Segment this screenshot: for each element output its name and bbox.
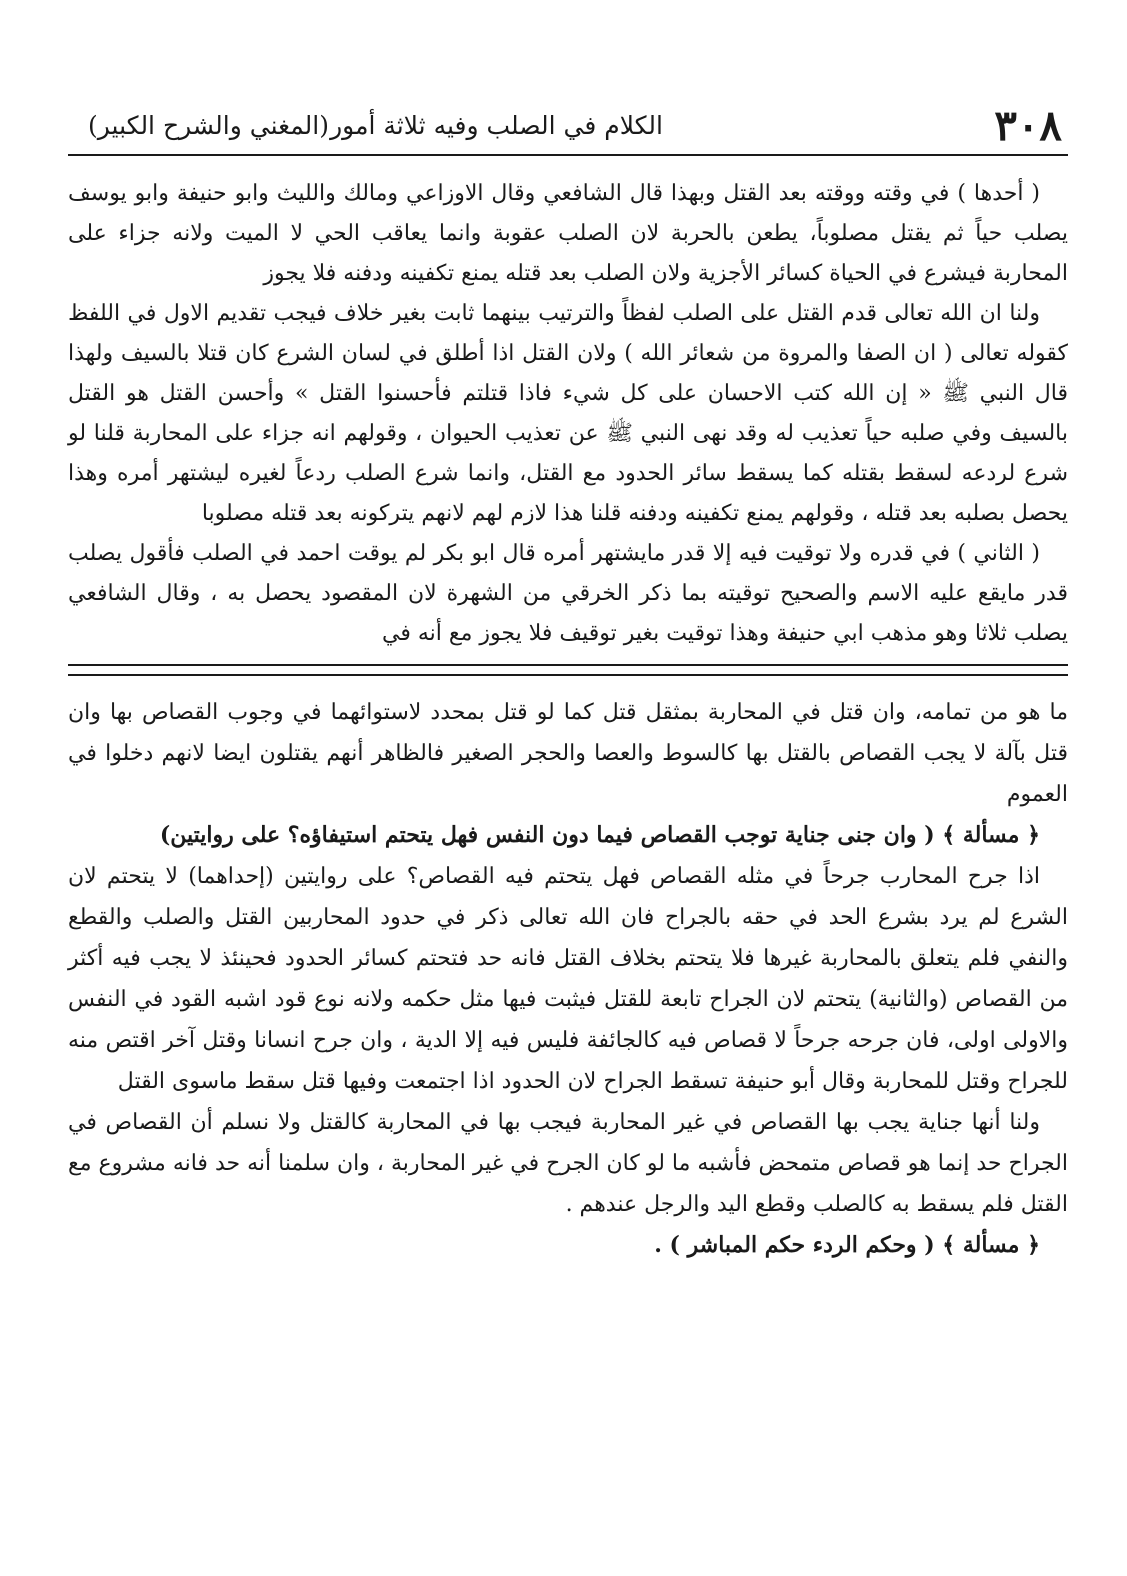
commentary-paragraph: ( أحدها ) في وقته ووقته بعد القتل وبهذا قال الشافعي وقال الاوزاعي ومالك والليث وابو حنيفة وابو يوسف يصلب حياً ثم يقتل مصلوباً، يطعن بالحربة لان الصلب عقوبة وانما يعاقب الحي لا الميت ولانه جزاء على المحاربة فيشرع في الحياة كسائر الأجزية ولان الصلب بعد قتله يمنع تكفينه ودفنه فلا يجوز [68, 181, 1068, 286]
page-header [68, 96, 1068, 156]
issue-heading: ﴿ مسألة ﴾ ( وان جنى جناية توجب القصاص فيما دون النفس فهل يتحتم استيفاؤه؟ على روايتين) [159, 822, 1040, 848]
main-paragraph: ولنا أنها جناية يجب بها القصاص في غير المحاربة فيجب بها في المحاربة كالقتل ولا نسلم أن القصاص في الجراح حد إنما هو قصاص متمحض فأشبه ما لو كان الجرح في غير المحاربة ، وان سلمنا أنه حد فانه مشروع مع القتل فلم يسقط به كالصلب وقطع اليد والرجل عندهم . [68, 1110, 1068, 1217]
book-title: (المغني والشرح الكبير) [88, 111, 329, 140]
commentary-paragraph: ولنا ان الله تعالى قدم القتل على الصلب لفظاً والترتيب بينهما ثابت بغير خلاف فيجب تقديم الاول في اللفظ كقوله تعالى ( ان الصفا والمروة من شعائر الله ) ولان القتل اذا أطلق في لسان الشرع كان قتلا بالسيف ولهذا قال النبي ﷺ « إن الله كتب الاحسان على كل شيء فاذا قتلتم فأحسنوا القتل » وأحسن القتل هو القتل بالسيف وفي صلبه حياً تعذيب له وقد نهى النبي ﷺ عن تعذيب الحيوان ، وقولهم انه جزاء على المحاربة قلنا لو شرع لردعه لسقط بقتله كما يسقط سائر الحدود مع القتل، وانما شرع الصلب ردعاً لغيره ليشتهر أمره وهذا يحصل بصلبه بعد قتله ، وقولهم يمنع تكفينه ودفنه قلنا هذا لازم لهم لانهم يتركونه بعد قتله مصلوبا [68, 301, 1068, 526]
commentary-section [68, 174, 1068, 654]
book-page [68, 96, 1068, 1266]
main-paragraph: اذا جرح المحارب جرحاً في مثله القصاص فهل يتحتم فيه القصاص؟ على روايتين (إحداهما) لا يتحتم لان الشرع لم يرد بشرع الحد في حقه بالجراح فان الله تعالى ذكر في حدود المحاربين القتل والصلب والقطع والنفي فلم يتعلق بالمحاربة غيرها فلا يتحتم بخلاف القتل فانه حد فتحتم كسائر الحدود فحينئذ لا يجب فيه أكثر من القصاص (والثانية) يتحتم لان الجراح تابعة للقتل فيثبت فيها مثل حكمه ولانه نوع قود اشبه القود في النفس والاولى اولى، فان جرحه جرحاً لا قصاص فيه كالجائفة فليس فيه إلا الدية ، وان جرح انسانا وقتل آخر اقتص منه للجراح وقتل للمحاربة وقال أبو حنيفة تسقط الجراح لان الحدود اذا اجتمعت وفيها قتل سقط ماسوى القتل [68, 864, 1068, 1094]
main-text-section [68, 692, 1068, 1266]
header-rule [68, 154, 1068, 156]
running-title: الكلام في الصلب وفيه ثلاثة أمور [330, 111, 663, 140]
issue-heading: ﴿ مسألة ﴾ ( وحكم الردء حكم المباشر ) . [654, 1232, 1040, 1258]
commentary-paragraph: ( الثاني ) في قدره ولا توقيت فيه إلا قدر مايشتهر أمره قال ابو بكر لم يوقت احمد في الصلب فأقول يصلب قدر مايقع عليه الاسم والصحيح توقيته بما ذكر الخرقي من الشهرة لان المقصود يحصل به ، وقال الشافعي يصلب ثلاثا وهو مذهب ابي حنيفة وهذا توقيت بغير توقيف فلا يجوز مع أنه في [68, 541, 1068, 646]
section-divider [68, 664, 1068, 676]
page-number: ٣٠٨ [994, 101, 1062, 150]
main-paragraph: ما هو من تمامه، وان قتل في المحاربة بمثقل قتل كما لو قتل بمحدد لاستوائهما في وجوب القصاص بها وان قتل بآلة لا يجب القصاص بالقتل بها كالسوط والعصا والحجر الصغير فالظاهر أنهم يقتلون ايضا لانهم دخلوا في العموم [68, 700, 1068, 807]
